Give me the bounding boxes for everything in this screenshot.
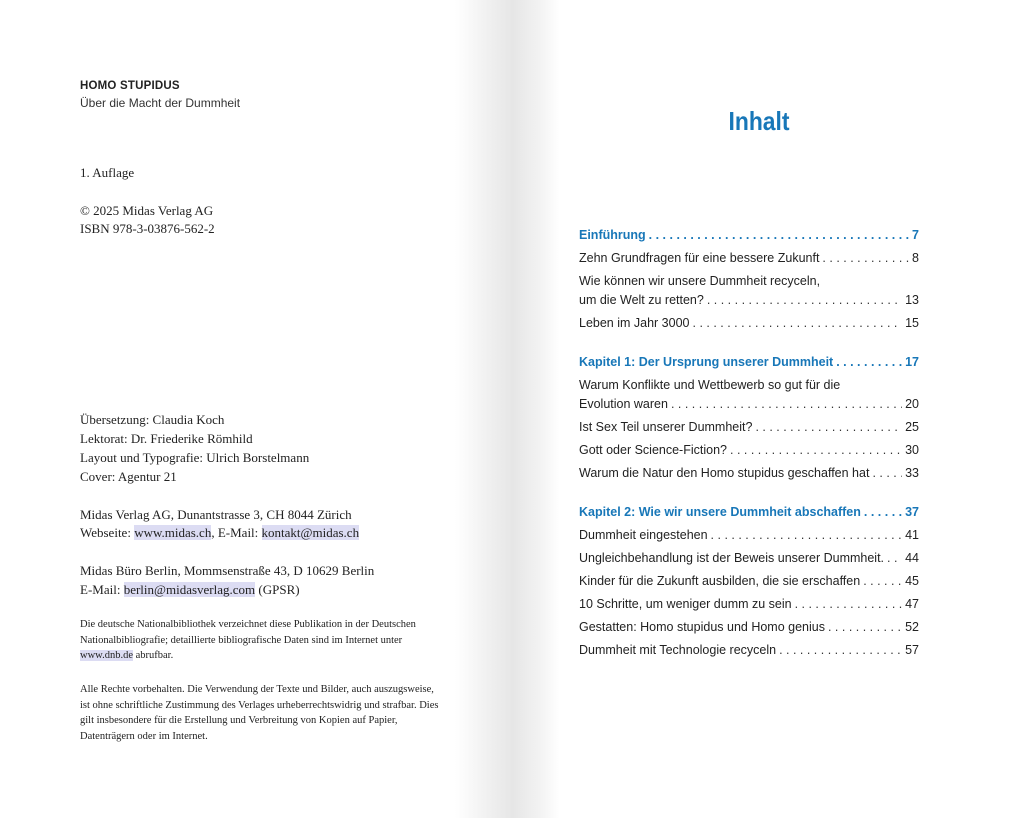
toc-entry[interactable]	[579, 443, 919, 463]
dnb-notice	[80, 617, 445, 664]
toc-entry[interactable]	[579, 620, 919, 640]
book-gutter	[455, 0, 560, 818]
toc-entry-page: 37	[905, 505, 919, 519]
toc-entry-page: 47	[905, 597, 919, 611]
edition: 1. Auflage	[80, 165, 135, 180]
toc-entry-title: Ungleichbehandlung ist der Beweis unserer Dummheit.	[579, 551, 885, 565]
toc-page	[579, 0, 921, 818]
toc-entry-page: 8	[912, 251, 919, 265]
toc-entry-title: Gott oder Science-Fiction?	[579, 443, 727, 457]
toc-entry-title: Evolution waren	[579, 397, 668, 411]
toc-entry[interactable]	[579, 643, 919, 663]
toc-entry[interactable]	[579, 397, 919, 417]
credit-layout: Layout und Typografie: Ulrich Borstelmann	[80, 450, 310, 465]
toc-entry-page: 17	[905, 355, 919, 369]
toc-entry-title[interactable]: Wie können wir unsere Dummheit recyceln,	[579, 274, 821, 288]
toc-entry[interactable]	[579, 293, 919, 313]
berlin-email-link[interactable]: berlin@midasverlag.com	[123, 582, 256, 597]
toc-entry-title: Dummheit eingestehen	[579, 528, 708, 542]
toc-entry[interactable]	[579, 551, 919, 571]
toc-entry-page: 30	[905, 443, 919, 457]
berlin-address: Midas Büro Berlin, Mommsenstraße 43, D 10629 Berlin	[80, 563, 375, 578]
toc-entry-page: 33	[905, 466, 919, 480]
toc-entry-title[interactable]: Warum Konflikte und Wettbewerb so gut für die	[579, 378, 841, 392]
rights-notice: Alle Rechte vorbehalten. Die Verwendung der Texte und Bilder, auch auszugsweise, ist ohne schriftliche Zustimmung des Verlages urheberrechtswidrig und strafbar. Dies gilt insbesondere für die Erstellung und Verbreitung von Kopien auf Papier, Datenträgern oder im Internet.	[80, 684, 439, 742]
toc-entry-page: 41	[905, 528, 919, 542]
website-label: Webseite:	[80, 525, 135, 540]
toc-entry-page: 13	[905, 293, 919, 307]
publisher-address: Midas Verlag AG, Dunantstrasse 3, CH 8044 Zürich	[80, 507, 352, 522]
toc-chapter-intro[interactable]	[579, 228, 919, 248]
toc-entry-title: 10 Schritte, um weniger dumm zu sein	[579, 597, 792, 611]
toc-entry-title: Zehn Grundfragen für eine bessere Zukunft	[579, 251, 820, 265]
toc-entry-title: Dummheit mit Technologie recyceln	[579, 643, 777, 657]
toc-heading: Inhalt	[728, 106, 790, 136]
dnb-link[interactable]: www.dnb.de	[80, 650, 133, 661]
dnb-text: Die deutsche Nationalbibliothek verzeichnet diese Publikation in der Deutschen Nationalbibliografie; detaillierte bibliografische Daten sind im Internet unter	[80, 619, 416, 646]
toc-entry-page: 15	[905, 316, 919, 330]
toc-entry[interactable]	[579, 466, 919, 486]
toc-entry-title: Kapitel 2: Wie wir unsere Dummheit abschaffen	[579, 505, 861, 519]
toc-entry-page: 44	[905, 551, 919, 565]
berlin-email-suffix: (GPSR)	[255, 582, 300, 597]
toc-entry-title: um die Welt zu retten?	[579, 293, 704, 307]
book-subtitle: Über die Macht der Dummheit	[80, 96, 241, 110]
website-link[interactable]: www.midas.ch	[134, 525, 212, 540]
book-title: HOMO STUPIDUS	[80, 80, 180, 92]
email-label: , E-Mail:	[211, 525, 262, 540]
toc-entry-title: Einführung	[579, 228, 646, 242]
isbn: ISBN 978-3-03876-562-2	[80, 221, 215, 236]
toc-entry[interactable]	[579, 316, 919, 336]
toc-chapter-1[interactable]	[579, 355, 919, 375]
publisher-contact	[80, 524, 359, 542]
credit-translation: Übersetzung: Claudia Koch	[80, 412, 225, 427]
toc-entry-title: Ist Sex Teil unserer Dummheit?	[579, 420, 753, 434]
toc-entry-title: Kapitel 1: Der Ursprung unserer Dummheit	[579, 355, 834, 369]
copyright: © 2025 Midas Verlag AG	[80, 203, 214, 218]
berlin-email-label: E-Mail:	[80, 582, 124, 597]
dnb-suffix: abrufbar.	[132, 650, 174, 661]
toc-entry-page: 25	[905, 420, 919, 434]
toc-entry-title: Gestatten: Homo stupidus und Homo genius	[579, 620, 825, 634]
toc-entry-title: Kinder für die Zukunft ausbilden, die sie erschaffen	[579, 574, 861, 588]
berlin-contact	[80, 581, 300, 599]
toc-entry[interactable]	[579, 528, 919, 548]
toc-chapter-2[interactable]	[579, 505, 919, 525]
credit-editor: Lektorat: Dr. Friederike Römhild	[80, 431, 253, 446]
email-link[interactable]: kontakt@midas.ch	[261, 525, 360, 540]
toc-entry[interactable]	[579, 574, 919, 594]
imprint-page	[80, 0, 450, 818]
toc-entry[interactable]	[579, 597, 919, 617]
toc-entry-page: 52	[905, 620, 919, 634]
toc-entry-title: Warum die Natur den Homo stupidus geschaffen hat	[579, 466, 870, 480]
credit-cover: Cover: Agentur 21	[80, 469, 177, 484]
toc-entry-title: Leben im Jahr 3000	[579, 316, 690, 330]
toc-entry[interactable]	[579, 251, 919, 271]
toc-entry-page: 57	[905, 643, 919, 657]
toc-entry-page: 45	[905, 574, 919, 588]
toc-entry[interactable]	[579, 420, 919, 440]
toc-entry-page: 7	[912, 228, 919, 242]
toc-entry-page: 20	[905, 397, 919, 411]
